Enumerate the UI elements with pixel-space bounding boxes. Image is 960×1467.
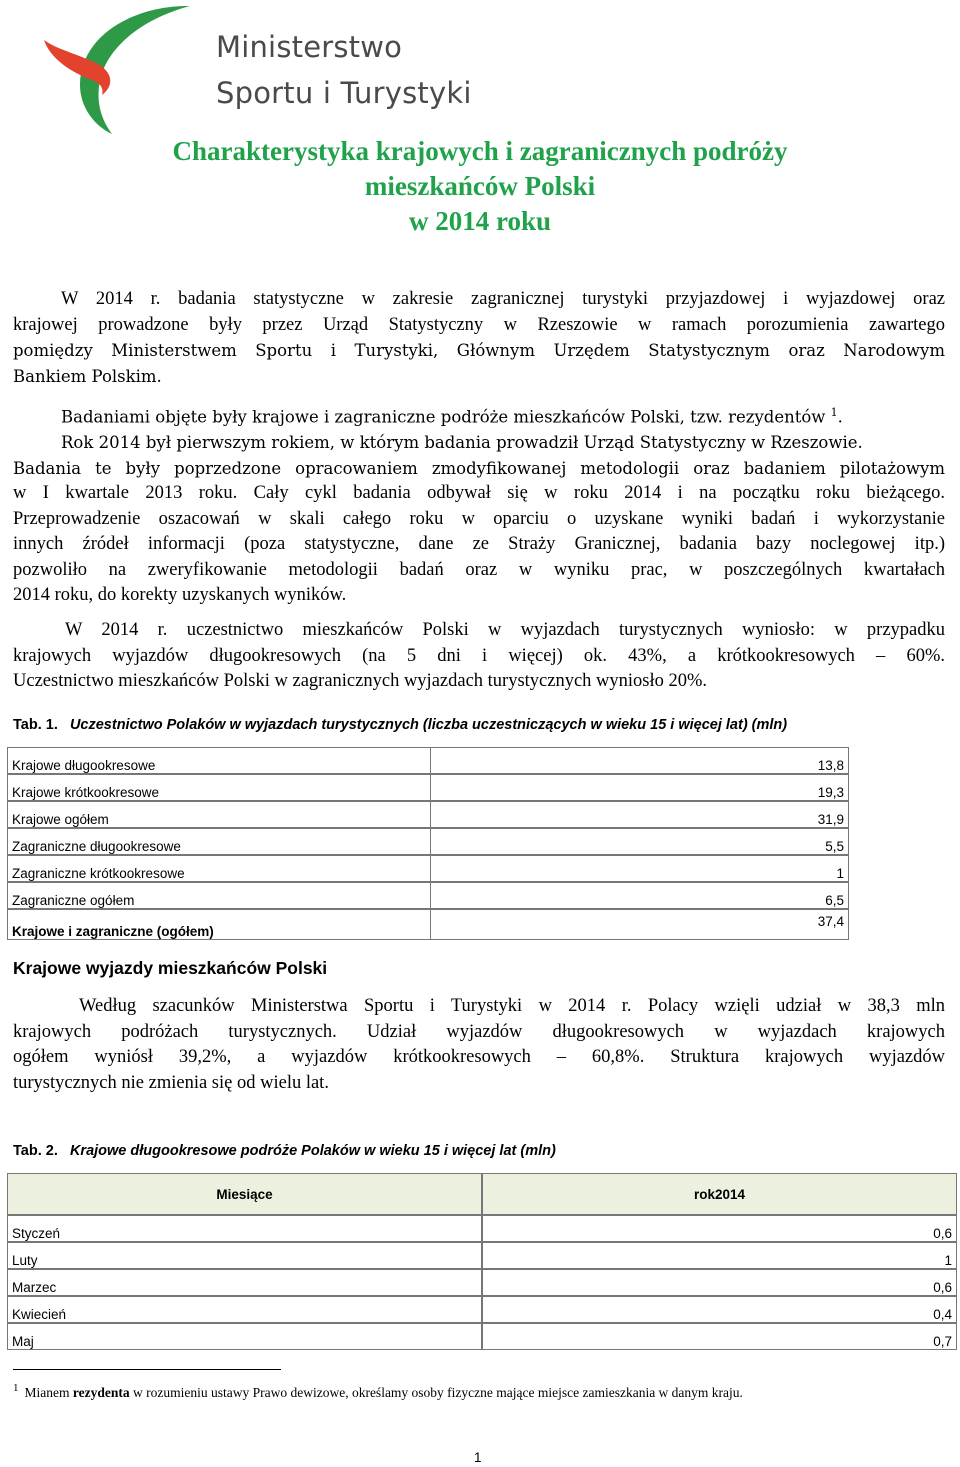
table-row: [7, 882, 849, 909]
row-label: Styczeń: [7, 1215, 482, 1242]
row-value: 0,6: [482, 1269, 957, 1296]
table-row: [7, 1242, 957, 1269]
row-label: Zagraniczne długookresowe: [7, 828, 426, 855]
paragraph-line: W 2014 r. badania statystyczne w zakresie zagranicznej turystyki przyjazdowej i wyjazdowej oraz: [61, 289, 945, 309]
intro-paragraph: [13, 287, 945, 389]
section-heading: Krajowe wyjazdy mieszkańców Polski: [13, 958, 328, 978]
paragraph-line: W 2014 r. uczestnictwo mieszkańców Polski w wyjazdach turystycznych wyniosło: w przypadku: [65, 620, 945, 640]
table-row: [7, 1269, 957, 1296]
row-value: 0,4: [482, 1296, 957, 1323]
logo-line-2: Sportu i Turystyki: [216, 76, 472, 110]
paragraph-line-text: Badaniami objęte były krajowe i zagraniczne podróże mieszkańców Polski, tzw. rezydentów: [61, 407, 826, 427]
document-title-line-3: w 2014 roku: [408, 206, 552, 236]
logo-line-1: Ministerstwo: [216, 30, 403, 64]
participation-paragraph: [13, 618, 945, 695]
document-title-line-1: Charakterystyka krajowych i zagranicznych podróży: [172, 136, 788, 166]
table-1-caption-text: Uczestnictwo Polaków w wyjazdach turystycznych (liczba uczestniczących w wieku 15 i więcej lat) (mln): [69, 717, 788, 733]
paragraph-line: [13, 400, 945, 430]
row-label: Krajowe krótkookresowe: [7, 774, 426, 801]
row-value: 6,5: [430, 882, 849, 909]
monthly-trips-table: [7, 1173, 957, 1350]
ministry-logo-icon: [40, 0, 200, 140]
table-row: [7, 801, 849, 828]
paragraph-line: 2014 roku, do korekty uzyskanych wyników.: [13, 585, 347, 605]
domestic-trips-paragraph: [13, 994, 945, 1096]
footnote-text-before: Mianem: [24, 1385, 73, 1400]
table-row: [7, 1215, 957, 1242]
paragraph-line: w I kwartale 2013 roku. Cały cykl badania odbywał się w roku 2014 i na początku roku bieżącego.: [13, 483, 945, 503]
footnote-ref[interactable]: 1: [830, 406, 838, 419]
document-title-line-2: mieszkańców Polski: [364, 171, 596, 201]
table-row: [7, 1296, 957, 1323]
paragraph-line: Rok 2014 był pierwszym rokiem, w którym badania prowadził Urząd Statystyczny w Rzeszowie.: [61, 433, 863, 452]
table-row: [7, 1323, 957, 1350]
row-label: Krajowe długookresowe: [7, 747, 426, 774]
paragraph-line: Według szacunków Ministerstwa Sportu i Turystyki w 2014 r. Polacy wzięli udział w 38,3 mln: [79, 996, 945, 1016]
row-value: 19,3: [430, 774, 849, 801]
table-2-caption: [13, 1143, 556, 1159]
paragraph-line: Uczestnictwo mieszkańców Polski w zagranicznych wyjazdach turystycznych wyniosło 20%.: [13, 671, 708, 691]
table-row: [7, 909, 849, 940]
footnote: [13, 1382, 743, 1401]
row-value: 0,7: [482, 1323, 957, 1350]
row-value: 13,8: [430, 747, 849, 774]
paragraph-line: krajowej prowadzone były przez Urząd Statystyczny w Rzeszowie w ramach porozumienia zawartego: [13, 314, 945, 335]
page-number: 1: [474, 1450, 482, 1465]
footnote-text-bold: rezydenta: [72, 1385, 130, 1400]
paragraph-line: Bankiem Polskim.: [13, 366, 162, 386]
table-row: [7, 747, 849, 774]
row-label: Krajowe ogółem: [7, 801, 426, 828]
paragraph-line: ogółem wyniósł 39,2%, a wyjazdów krótkookresowych – 60,8%. Struktura krajowych wyjazdów: [13, 1047, 945, 1067]
row-value: 0,6: [482, 1215, 957, 1242]
table-1-caption: [13, 717, 787, 733]
row-value: 37,4: [430, 909, 849, 940]
table-1-caption-number: Tab. 1.: [13, 717, 58, 733]
row-label: Zagraniczne ogółem: [7, 882, 426, 909]
row-label: Kwiecień: [7, 1296, 482, 1323]
table-header-row: [7, 1173, 957, 1215]
paragraph-line: pozwoliło na zweryfikowanie metodologii badań oraz w wyniku prac, w poszczególnych kwartałach: [13, 559, 945, 580]
row-label: Marzec: [7, 1269, 482, 1296]
row-value: 31,9: [430, 801, 849, 828]
row-value: 1: [430, 855, 849, 882]
table-row: [7, 774, 849, 801]
row-label: Luty: [7, 1242, 482, 1269]
row-label: Maj: [7, 1323, 482, 1350]
paragraph-line: krajowych wyjazdów długookresowych (na 5 dni i więcej) ok. 43%, a krótkookresowych – 60%.: [13, 645, 945, 666]
paragraph-line-end: .: [837, 407, 843, 427]
paragraph-line: turystycznych nie zmienia się od wielu lat.: [13, 1072, 329, 1093]
table-row: [7, 828, 849, 855]
row-value: 1: [482, 1242, 957, 1269]
row-label: Krajowe i zagraniczne (ogółem): [7, 909, 426, 940]
footnote-mark: 1: [13, 1382, 19, 1394]
footnote-text-after: w rozumieniu ustawy Prawo dewizowe, określamy osoby fizyczne mające miejsce zamieszkania w danym kraju.: [129, 1385, 743, 1400]
row-label: Zagraniczne krótkookresowe: [7, 855, 426, 882]
methodology-paragraph: [13, 400, 945, 609]
participation-table: [7, 747, 849, 940]
row-value: 5,5: [430, 828, 849, 855]
paragraph-line: Badania te były poprzedzone opracowaniem zmodyfikowanej metodologii oraz badaniem pilotażowym: [13, 458, 945, 478]
paragraph-line: pomiędzy Ministerstwem Sportu i Turystyki, Głównym Urzędem Statystycznym oraz Narodowym: [13, 341, 945, 360]
paragraph-line: krajowych podróżach turystycznych. Udział wyjazdów długookresowych w wyjazdach krajowych: [13, 1021, 945, 1042]
table-2-caption-text: Krajowe długookresowe podróże Polaków w wieku 15 i więcej lat (mln): [69, 1143, 556, 1159]
paragraph-line: Przeprowadzenie oszacowań w skali całego roku w oparciu o uzyskane wyniki badań i wykorzystanie: [13, 508, 945, 529]
table-row: [7, 855, 849, 882]
footnote-divider: [13, 1369, 281, 1370]
table-2-caption-number: Tab. 2.: [13, 1143, 58, 1159]
column-header-months: Miesiące: [7, 1173, 482, 1215]
paragraph-line: innych źródeł informacji (poza statystyczne, dane ze Straży Granicznej, badania bazy noclegowej itp.): [13, 534, 945, 554]
column-header-year: rok2014: [482, 1173, 957, 1215]
